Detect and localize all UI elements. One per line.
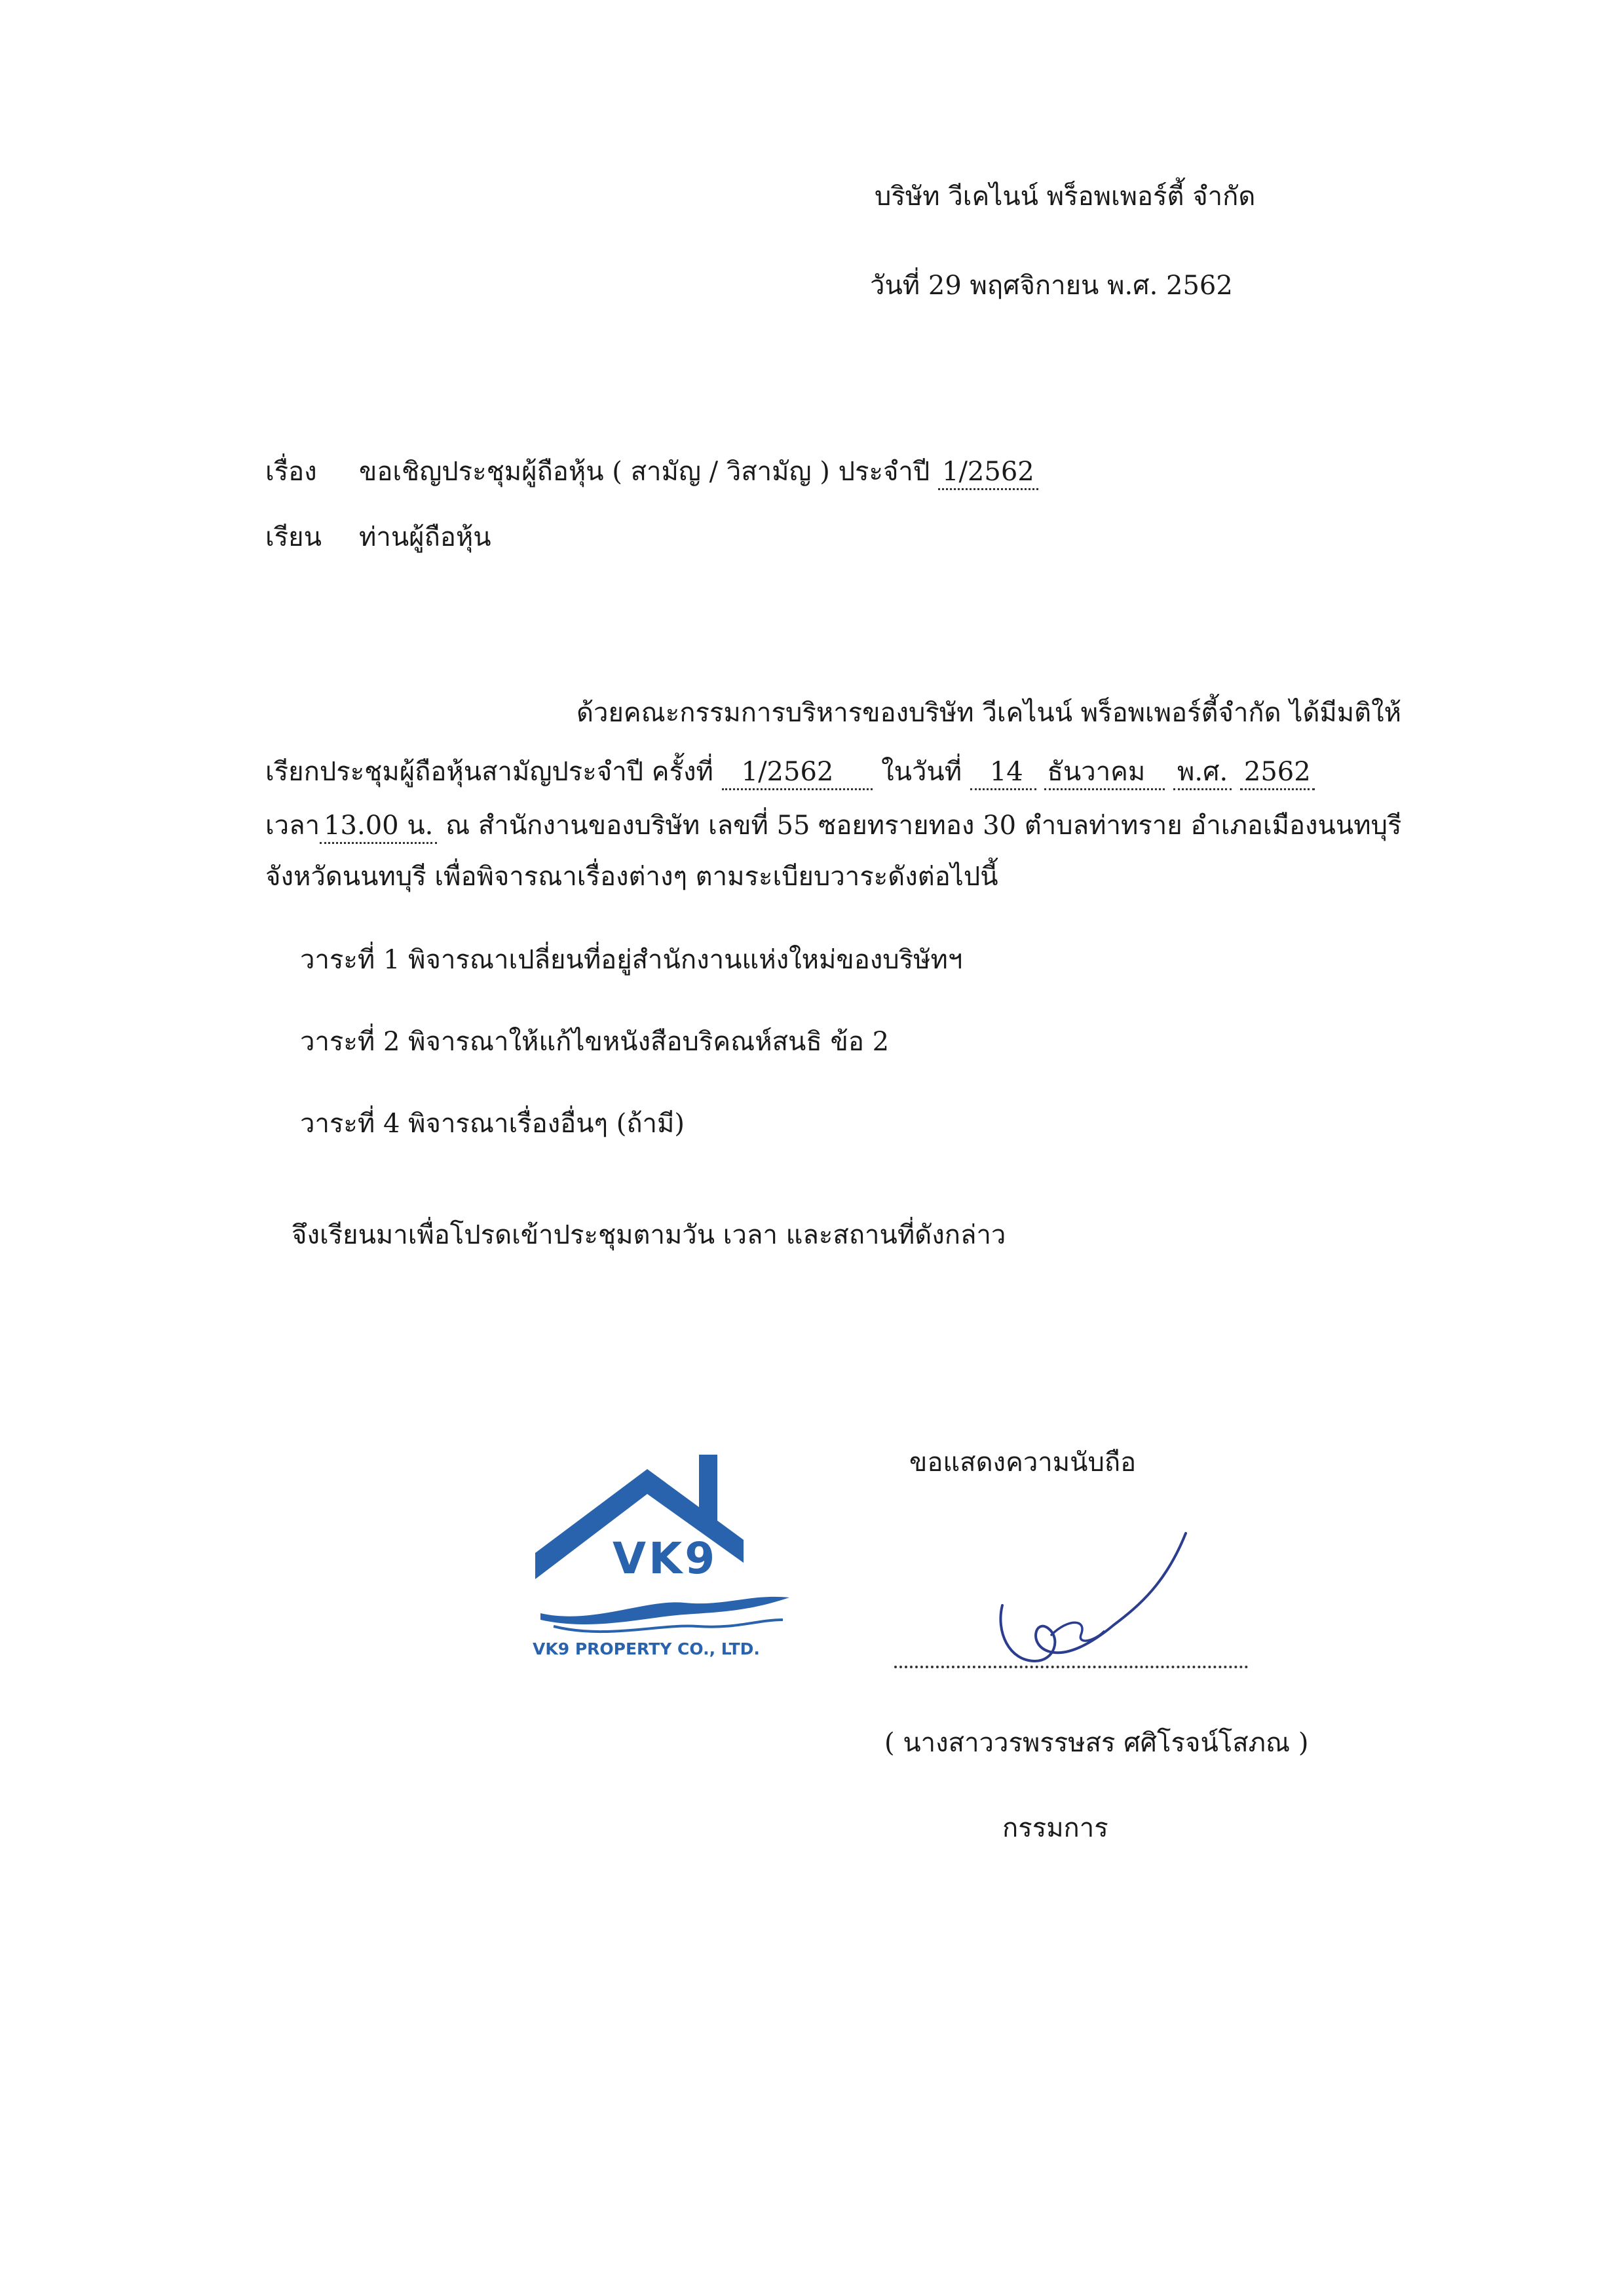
meeting-day: 14 [970,757,1036,790]
signatory-title: กรรมการ [1002,1813,1108,1843]
letter-date: วันที่ 29 พฤศจิกายน พ.ศ. 2562 [870,271,1233,301]
meeting-time: 13.00 น. [320,811,437,844]
time-label: เวลา [265,811,320,841]
meeting-day-label: ในวันที่ [881,757,962,787]
closing-text: จึงเรียนมาเพื่อโปรดเข้าประชุมตามวัน เวลา และสถานที่ดังกล่าว [292,1220,1006,1250]
meeting-year: 2562 [1240,757,1315,790]
signature-line [894,1666,1248,1668]
subject-line [359,459,1038,485]
recipient-text: ท่านผู้ถือหุ้น [359,522,491,552]
company-logo [527,1448,803,1671]
agenda-item-1: วาระที่ 1 พิจารณาเปลี่ยนที่อยู่สำนักงานแห่งใหม่ของบริษัทฯ [300,945,963,975]
body-line-1: ด้วยคณะกรรมการบริหารของบริษัท วีเคไนน์ พร็อพเพอร์ตี้จำกัด ได้มีมติให้ [576,698,1402,728]
body-line-2 [265,759,1315,785]
meeting-place: ณ สำนักงานของบริษัท เลขที่ 55 ซอยทรายทอง 30 ตำบลท่าทราย อำเภอเมืองนนทบุรี [445,811,1402,841]
handwritten-signature [989,1520,1199,1664]
recipient-label: เรียน [265,522,322,552]
meeting-era: พ.ศ. [1173,757,1232,790]
agenda-item-2: วาระที่ 2 พิจารณาให้แก้ไขหนังสือบริคณห์สนธิ ข้อ 2 [300,1027,890,1057]
meeting-number: 1/2562 [722,757,873,790]
subject-text: ขอเชิญประชุมผู้ถือหุ้น ( สามัญ / วิสามัญ ) ประจำปี [359,457,930,487]
signatory-name: ( นางสาววรพรรษสร ศศิโรจน์โสภณ ) [884,1728,1309,1758]
meeting-intro: เรียกประชุมผู้ถือหุ้นสามัญประจำปี ครั้งที่ [265,757,713,787]
body-line-4: จังหวัดนนทบุรี เพื่อพิจารณาเรื่องต่างๆ ตามระเบียบวาระดังต่อไปนี้ [265,862,998,892]
body-line-3 [265,813,1401,839]
subject-label: เรื่อง [265,457,317,487]
agenda-item-3: วาระที่ 4 พิจารณาเรื่องอื่นๆ (ถ้ามี) [300,1109,685,1139]
logo-mark: VK9 [613,1533,718,1584]
meeting-month: ธันวาคม [1044,757,1165,790]
subject-year: 1/2562 [938,457,1038,490]
company-name: บริษัท วีเคไนน์ พร็อพเพอร์ตี้ จำกัด [875,182,1256,212]
regards-text: ขอแสดงความนับถือ [909,1447,1137,1478]
logo-company-name: VK9 PROPERTY CO., LTD. [533,1639,760,1658]
